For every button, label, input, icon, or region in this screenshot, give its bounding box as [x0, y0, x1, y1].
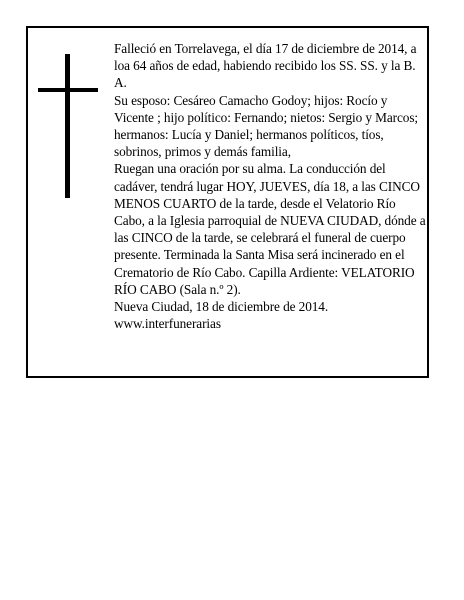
cross-vertical-bar [65, 54, 70, 198]
funeral-details: Ruegan una oración por su alma. La conducción del cadáver, tendrá lugar HOY, JUEVES, día 18, a las CINCO MENOS CUARTO de la tarde, desde el Velatorio Río Cabo, a la Iglesia parroquial de NUEVA CIUDAD, dónde a las CINCO de la tarde, se celebrará el funeral de cuerpo presente. Terminada la Santa Misa será incinerado en el Crematorio de Río Cabo. Capilla Ardiente: VELATORIO RÍO CABO (Sala n.º 2). [114, 161, 426, 297]
obituary-notice [26, 26, 429, 378]
latin-cross-icon [38, 54, 98, 198]
website-text: www.interfunerarias [114, 316, 221, 332]
family-list: Su esposo: Cesáreo Camacho Godoy; hijos: Rocío y Vicente ; hijo político: Fernando; nietos: Sergio y Marcos; hermanos: Lucía y Daniel; hermanos políticos, tíos, sobrinos, primos y demás familia, [114, 92, 419, 160]
place-and-date: Nueva Ciudad, 18 de diciembre de 2014. [114, 299, 329, 315]
notice-text [114, 40, 426, 332]
cross-horizontal-bar [38, 88, 98, 92]
death-announcement: Falleció en Torrelavega, el día 17 de diciembre de 2014, a loa 64 años de edad, habiendo recibido los SS. SS. y la B. A. [114, 41, 417, 91]
